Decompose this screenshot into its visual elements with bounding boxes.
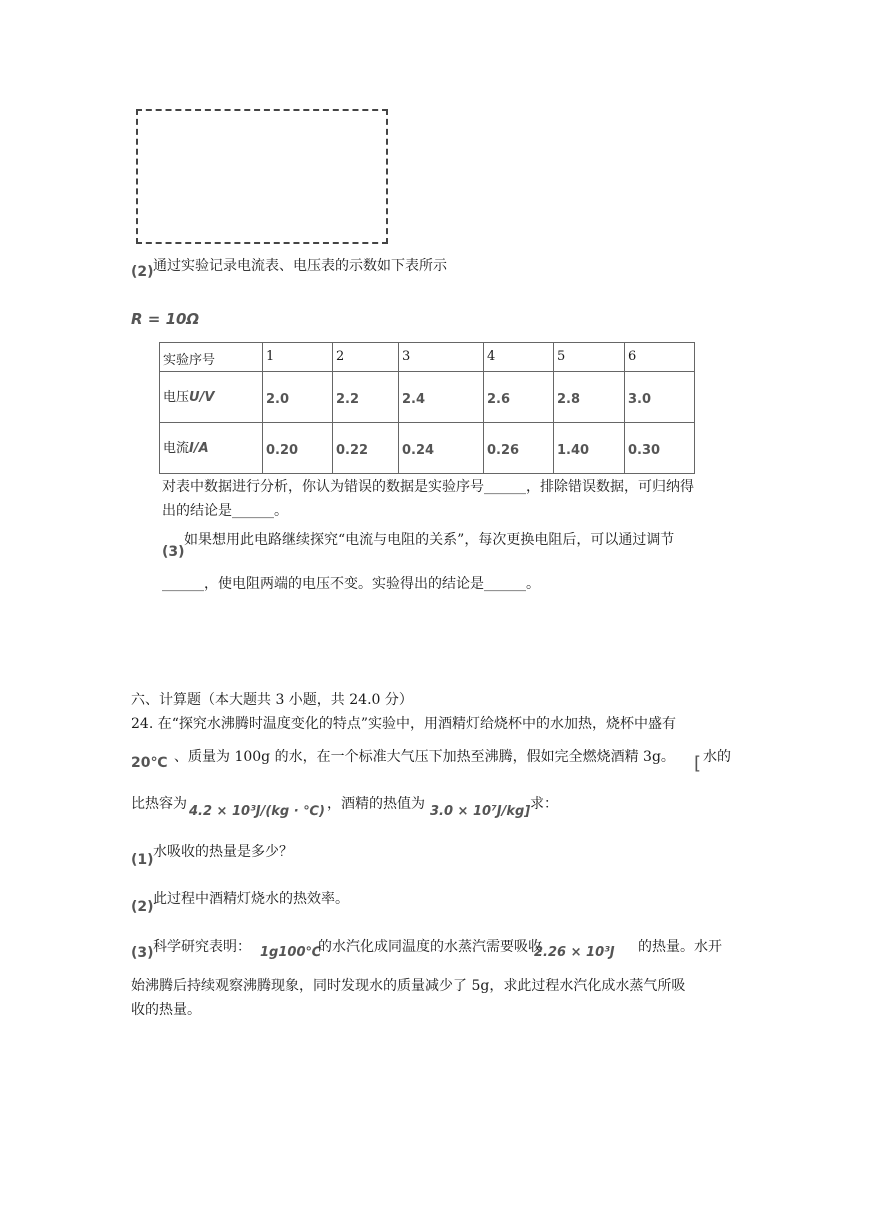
question-text: 24. 在“探究水沸腾时温度变化的特点”实验中，用酒精灯给烧杯中的水加热，烧杯中盛有 xyxy=(131,716,677,732)
table-cell xyxy=(160,372,263,423)
question-text: 此过程中酒精灯烧水的热效率。 xyxy=(153,891,349,907)
table-cell: 4 xyxy=(484,343,554,372)
table-cell xyxy=(399,372,484,423)
table-cell: 3 xyxy=(399,343,484,372)
voltage-value: 2.0 xyxy=(266,392,290,407)
table-cell xyxy=(399,423,484,474)
table-cell: 实验序号 xyxy=(160,343,263,372)
math-expression: 3.0 × 10⁷J/kg] xyxy=(430,804,531,819)
table-cell xyxy=(625,372,695,423)
current-value: 0.22 xyxy=(336,443,369,458)
question-text: 的水汽化成同温度的水蒸汽需要吸收 xyxy=(318,939,542,955)
table-cell xyxy=(625,423,695,474)
question-text: 始沸腾后持续观察沸腾现象，同时发现水的质量减少了 5g，求此过程水汽化成水蒸气所吸 xyxy=(131,978,686,994)
current-unit: I/A xyxy=(189,441,209,456)
part-marker: (2) xyxy=(131,264,154,280)
current-value: 0.20 xyxy=(266,443,299,458)
question-text: 科学研究表明： xyxy=(153,939,251,955)
math-expression: 4.2 × 10³J/(kg · ℃) xyxy=(189,804,325,819)
voltage-value: 3.0 xyxy=(628,392,652,407)
current-label: 电流 xyxy=(163,441,190,456)
math-expression: 20℃ xyxy=(131,755,168,771)
voltage-unit: U/V xyxy=(189,390,215,405)
table-row xyxy=(160,372,695,423)
table-cell xyxy=(333,372,399,423)
part3-text: ______，使电阻两端的电压不变。实验得出的结论是______。 xyxy=(162,576,540,592)
table-cell: 6 xyxy=(625,343,695,372)
table-cell xyxy=(263,372,333,423)
question-text: 比热容为 xyxy=(131,796,187,812)
current-value: 0.30 xyxy=(628,443,661,458)
part2-intro: 通过实验记录电流表、电压表的示数如下表所示 xyxy=(153,258,447,274)
part-marker: (3) xyxy=(162,544,185,560)
bracket: [ xyxy=(694,753,702,774)
resistance-value: R = 10Ω xyxy=(131,310,200,328)
table-row xyxy=(160,343,695,372)
table-cell: 2 xyxy=(333,343,399,372)
part-marker: (3) xyxy=(131,945,154,961)
voltage-value: 2.6 xyxy=(487,392,511,407)
question-text: 收的热量。 xyxy=(131,1002,201,1018)
question-text: 求： xyxy=(530,796,558,812)
part3-text: 如果想用此电路继续探究“电流与电阻的关系”，每次更换电阻后，可以通过调节 xyxy=(184,532,675,548)
voltage-value: 2.4 xyxy=(402,392,426,407)
question-text: ，酒精的热值为 xyxy=(327,796,425,812)
table-row xyxy=(160,423,695,474)
table-cell xyxy=(484,372,554,423)
table-cell: 5 xyxy=(554,343,625,372)
table-cell xyxy=(333,423,399,474)
question-text: 水的 xyxy=(703,749,731,765)
voltage-value: 2.2 xyxy=(336,392,360,407)
part-marker: (1) xyxy=(131,852,154,868)
current-value: 1.40 xyxy=(557,443,590,458)
current-value: 0.24 xyxy=(402,443,435,458)
table-cell xyxy=(554,423,625,474)
table-cell xyxy=(554,372,625,423)
question-text: 的热量。水开 xyxy=(638,939,722,955)
table-cell xyxy=(160,423,263,474)
voltage-value: 2.8 xyxy=(557,392,581,407)
section-heading: 六、计算题（本大题共 3 小题，共 24.0 分） xyxy=(131,692,413,708)
part-marker: (2) xyxy=(131,899,154,915)
voltage-label: 电压 xyxy=(163,390,190,405)
current-value: 0.26 xyxy=(487,443,520,458)
table-cell: 1 xyxy=(263,343,333,372)
math-expression: 1g100℃ xyxy=(260,945,322,960)
question-text: 、质量为 100g 的水，在一个标准大气压下加热至沸腾，假如完全燃烧酒精 3g。 xyxy=(174,749,675,765)
question-text: 水吸收的热量是多少？ xyxy=(153,844,293,860)
table-cell xyxy=(263,423,333,474)
math-expression: 2.26 × 10³J xyxy=(534,945,615,960)
table-cell xyxy=(484,423,554,474)
data-table xyxy=(159,342,695,474)
circuit-drawing-box xyxy=(136,109,388,244)
analysis-text: 对表中数据进行分析，你认为错误的数据是实验序号______，排除错误数据，可归纳得 xyxy=(162,479,694,495)
analysis-text: 出的结论是______。 xyxy=(162,503,288,519)
